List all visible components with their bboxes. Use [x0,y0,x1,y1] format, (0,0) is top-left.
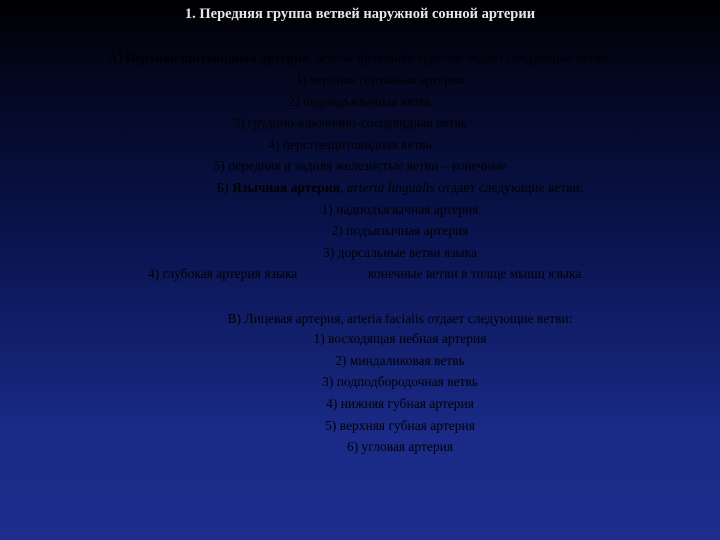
section-a-item: 4) перстнещитовидная ветвь [268,137,432,152]
section-c-item: 2) миндаликовая ветвь [335,353,465,368]
section-a-item: 5) передняя и задняя железистые ветви – конечные [213,158,507,173]
section-b-name: Язычная артерия [232,180,340,195]
section-b-heading [150,180,650,196]
section-a-heading [0,50,720,66]
section-b-item: 4) глубокая артерия языка [148,266,298,281]
section-b-sep: , [340,180,347,195]
section-a-suffix: отдает следующие ветви: [463,50,612,65]
section-c-item: 5) верхняя губная артерия [325,418,475,433]
slide-title: 1. Передняя группа ветвей наружной сонной артерии [184,6,536,22]
section-a-sep: , [309,50,317,65]
section-c-heading: В) Лицевая артерия, arteria facialis отдает следующие ветви: [227,311,573,326]
section-c-item: 4) нижняя губная артерия [326,396,474,411]
section-b-item: 3) дорсальные ветви языка [323,245,477,260]
section-b-latin: arteria lingualis [346,180,435,195]
section-a-name: Верхняя щитовидная артерия [125,50,310,65]
section-a-item: 3) грудино-ключично-сосцевидная ветвь [233,115,467,130]
section-a-prefix: А) [108,50,126,65]
section-a-latin: arteria thyreoidea superior [316,50,464,65]
section-b-item-continuation: конечные ветви в толще мышц языка [368,266,582,281]
section-b-item: 2) подъязычная артерия [331,223,469,238]
section-c-item: 3) подподбородочная ветвь [322,374,478,389]
section-c-item: 6) угловая артерия [346,439,454,454]
section-b-suffix: отдает следующие ветви: [434,180,584,195]
section-b-item: 1) надподъязычная артерия [321,202,479,217]
section-c-item: 1) восходящая небная артерия [313,331,487,346]
section-b-prefix: Б) [216,180,233,195]
section-a-item: 2) подподъязычная ветвь [288,94,432,109]
section-a-item: 1) верхняя гортанная артерия [295,72,465,87]
